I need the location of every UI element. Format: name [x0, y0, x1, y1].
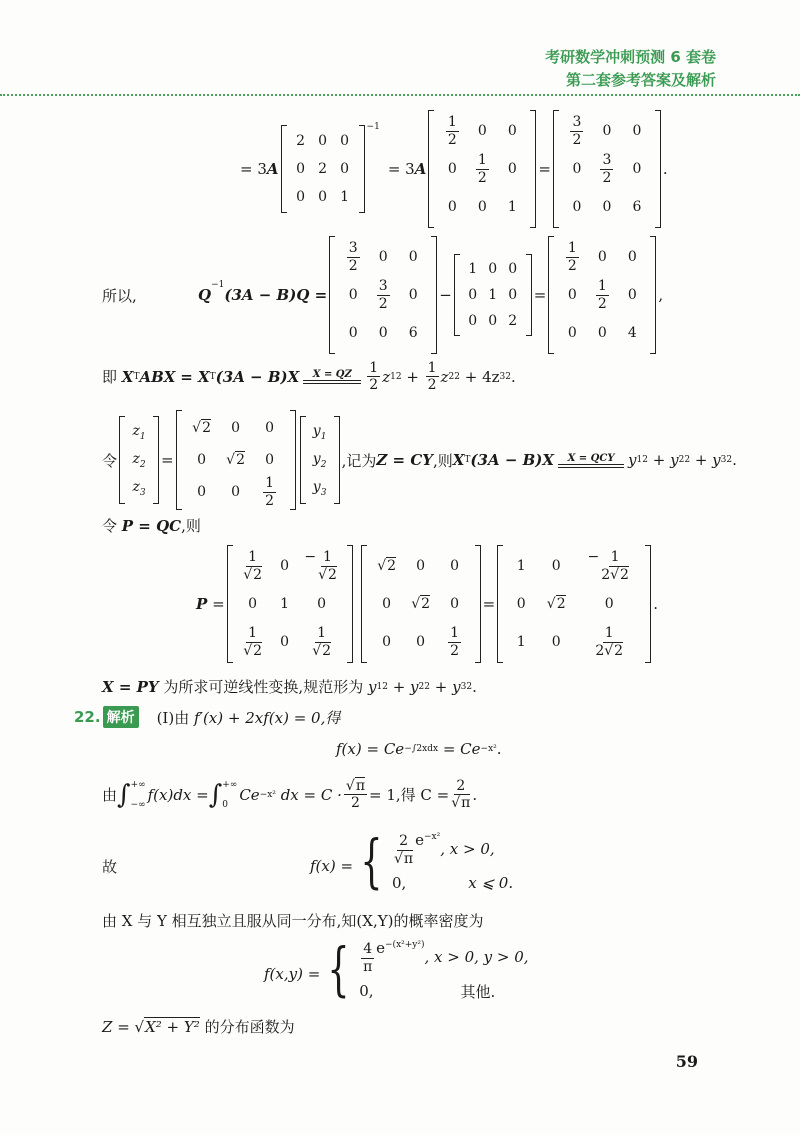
- equation-line-7: X = PY 为所求可逆线性变换,规范形为 y 1 2 + y 2 2 + y 3 2 .: [102, 677, 477, 696]
- matrix-q: 1 √2 0 − $\frac{1}{√2}$ 0 1 0 1 √2 0 1 √2: [227, 545, 353, 663]
- equation-line-10: 由 ∫ +∞ −∞ f(x)dx = ∫ +∞ 0 Ce −x² dx = C · $\frac{√\pi}{2}$ = 1,得 C = $\frac{2}{√\pi}$ .: [102, 778, 478, 812]
- matrix-p: 1 0 − $\frac{1}{2√2}$ 0 √2 0 1 0 1 2√2: [497, 545, 651, 663]
- matrix-diag-221: 2 0 0 0 2 0 0 0 1: [281, 125, 365, 213]
- equation-line-1: = 3 A 2 0 0 0 2 0 0 0 1 $^{-1}$ = 3 A 1 2 0 0 0 1 2 0 0 0 1 = 3 2 0 0 0 3 2 0 0 0 6 .: [240, 110, 668, 228]
- text-line-14: Z = √ X² + Y² 的分布函数为: [102, 1017, 295, 1036]
- equation-line-5: 令 P = QC ,则: [102, 516, 201, 535]
- vector-z: $z_1$ $z_2$ $z_3$: [119, 416, 159, 504]
- problem-22-header: 22. 解析 (Ⅰ)由 f′(x) + 2xf(x) = 0,得: [74, 708, 341, 727]
- matrix-diag-112: 1 0 0 0 1 0 0 0 2: [454, 254, 532, 336]
- header-divider: [0, 94, 800, 96]
- matrix-diag-3half: 3 2 0 0 0 3 2 0 0 0 6: [553, 110, 661, 228]
- equation-line-13: f(x,y) = { $\frac{4}{\pi}$ $e^{-(x^2+y^2)}$ , x > 0, y > 0, 0, 其他.: [264, 935, 529, 1003]
- matrix-c: √2 0 0 0 √2 0 0 0 1 2: [176, 410, 296, 510]
- equation-line-3: 即 X T ABX = X T (3A − B)X X = QZ 1 2 z 1 2 + 1 2 z 2 2 + 4z 3 2 .: [102, 360, 516, 394]
- matrix-c-2: √2 0 0 0 √2 0 0 0 1 2: [361, 545, 481, 663]
- matrix-diag-3half-b: 3 2 0 0 0 3 2 0 0 0 6: [329, 236, 437, 354]
- equation-line-11: 故 f(x) = { $\frac{2}{√\pi}$ $e^{-x^2}$ , x > 0, 0, x ⩽ 0.: [102, 827, 514, 895]
- equation-line-4: 令 $z_1$ $z_2$ $z_3$ = √2 0 0 0 √2 0 0 0 1 2 $y_1$ $y_2$ $y_3$ ,记为 Z = CY ,则 X T (3A − B)X X = QCY y 1 2 + y 2 2 + y 3 2 .: [102, 410, 737, 510]
- equation-line-9: f(x) = Ce −∫2xdx = Ce −x² .: [336, 740, 502, 758]
- page-number: 59: [675, 1052, 698, 1071]
- text-line-12: 由 X 与 Y 相互独立且服从同一分布,知(X,Y)的概率密度为: [102, 912, 484, 930]
- vector-y: $y_1$ $y_2$ $y_3$: [300, 416, 340, 504]
- header-subtitle: 第二套参考答案及解析: [565, 71, 716, 89]
- equation-line-6: P = 1 √2 0 − $\frac{1}{√2}$ 0 1 0 1 √2 0 1 √2 √2 0 0 0 √2 0 0 0 1 2 = 1 0 − $\frac{1}{2√2}$ 0 √2 0 1 0 1 2√2 .: [196, 545, 658, 663]
- analysis-badge: 解析: [103, 706, 139, 728]
- matrix-diag-half: 1 2 0 0 0 1 2 0 0 0 1: [428, 110, 536, 228]
- matrix-diag-half-4: 1 2 0 0 0 1 2 0 0 0 4: [548, 236, 656, 354]
- equation-line-2: 所以, Q $^{-1}$ (3A − B)Q = 3 2 0 0 0 3 2 0 0 0 6 − 1 0 0 0 1 0 0 0 2 = 1 2 0 0 0 1 2 0 0 0 4 ,: [102, 236, 663, 354]
- header-title: 考研数学冲刺预测 6 套卷: [545, 48, 716, 66]
